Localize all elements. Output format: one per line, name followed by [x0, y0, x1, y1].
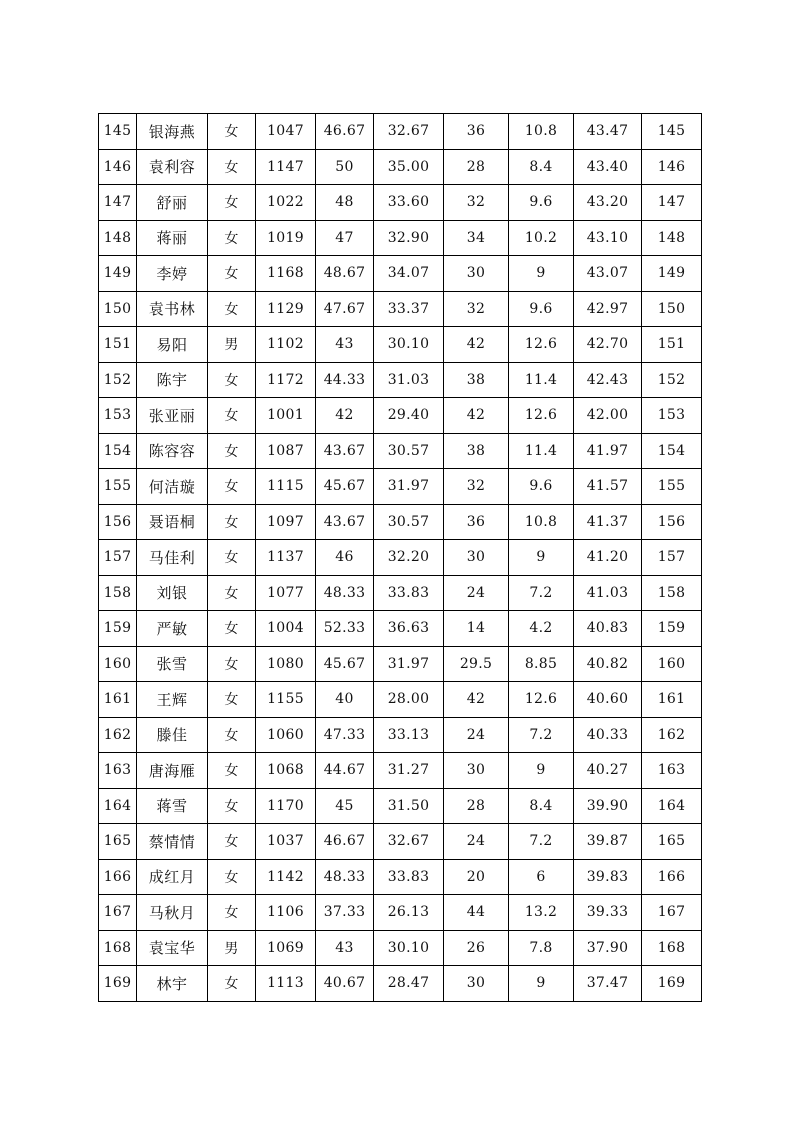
exam-id-cell: 1102 — [256, 327, 316, 363]
score-b-cell: 42 — [444, 398, 509, 434]
score-b-cell: 30 — [444, 256, 509, 292]
score-b-cell: 26 — [444, 930, 509, 966]
score-a-weighted-cell: 31.27 — [374, 753, 444, 789]
seq-cell: 165 — [99, 824, 137, 860]
table-row — [99, 824, 702, 860]
score-b-weighted-cell: 6 — [509, 859, 574, 895]
score-b-cell: 32 — [444, 291, 509, 327]
total-cell: 41.57 — [574, 469, 642, 505]
score-b-cell: 32 — [444, 185, 509, 221]
exam-id-cell: 1106 — [256, 895, 316, 931]
seq-cell: 153 — [99, 398, 137, 434]
score-a-cell: 43 — [316, 327, 374, 363]
exam-id-cell: 1172 — [256, 362, 316, 398]
score-a-weighted-cell: 33.37 — [374, 291, 444, 327]
table-row — [99, 291, 702, 327]
exam-id-cell: 1142 — [256, 859, 316, 895]
total-cell: 42.97 — [574, 291, 642, 327]
gender-cell: 女 — [208, 575, 256, 611]
seq-cell: 158 — [99, 575, 137, 611]
score-a-cell: 50 — [316, 149, 374, 185]
score-b-cell: 38 — [444, 433, 509, 469]
exam-id-cell: 1047 — [256, 114, 316, 150]
total-cell: 42.00 — [574, 398, 642, 434]
score-a-cell: 37.33 — [316, 895, 374, 931]
gender-cell: 女 — [208, 220, 256, 256]
name-cell: 蔡情情 — [137, 824, 208, 860]
seq-cell: 145 — [99, 114, 137, 150]
rank-cell: 153 — [642, 398, 702, 434]
score-a-weighted-cell: 32.90 — [374, 220, 444, 256]
score-b-weighted-cell: 12.6 — [509, 682, 574, 718]
total-cell: 43.40 — [574, 149, 642, 185]
table-row — [99, 717, 702, 753]
name-cell: 林宇 — [137, 966, 208, 1002]
rank-cell: 164 — [642, 788, 702, 824]
score-b-weighted-cell: 8.4 — [509, 149, 574, 185]
gender-cell: 女 — [208, 966, 256, 1002]
score-b-cell: 36 — [444, 504, 509, 540]
score-a-cell: 43.67 — [316, 433, 374, 469]
total-cell: 40.83 — [574, 611, 642, 647]
score-a-weighted-cell: 34.07 — [374, 256, 444, 292]
score-a-weighted-cell: 35.00 — [374, 149, 444, 185]
rank-cell: 156 — [642, 504, 702, 540]
name-cell: 滕佳 — [137, 717, 208, 753]
name-cell: 马佳利 — [137, 540, 208, 576]
table-row — [99, 859, 702, 895]
seq-cell: 149 — [99, 256, 137, 292]
score-b-weighted-cell: 10.8 — [509, 114, 574, 150]
score-a-cell: 52.33 — [316, 611, 374, 647]
table-row — [99, 788, 702, 824]
score-table — [98, 113, 702, 1002]
gender-cell: 女 — [208, 895, 256, 931]
exam-id-cell: 1037 — [256, 824, 316, 860]
score-a-cell: 43 — [316, 930, 374, 966]
total-cell: 40.27 — [574, 753, 642, 789]
score-a-cell: 45.67 — [316, 469, 374, 505]
exam-id-cell: 1069 — [256, 930, 316, 966]
seq-cell: 154 — [99, 433, 137, 469]
table-row — [99, 256, 702, 292]
table-row — [99, 327, 702, 363]
score-b-weighted-cell: 9.6 — [509, 291, 574, 327]
rank-cell: 152 — [642, 362, 702, 398]
gender-cell: 女 — [208, 753, 256, 789]
score-a-weighted-cell: 36.63 — [374, 611, 444, 647]
gender-cell: 女 — [208, 646, 256, 682]
score-b-weighted-cell: 11.4 — [509, 433, 574, 469]
score-b-weighted-cell: 13.2 — [509, 895, 574, 931]
gender-cell: 女 — [208, 717, 256, 753]
gender-cell: 女 — [208, 256, 256, 292]
exam-id-cell: 1060 — [256, 717, 316, 753]
score-b-weighted-cell: 12.6 — [509, 327, 574, 363]
score-b-weighted-cell: 12.6 — [509, 398, 574, 434]
score-b-weighted-cell: 7.2 — [509, 824, 574, 860]
score-a-weighted-cell: 29.40 — [374, 398, 444, 434]
table-row — [99, 114, 702, 150]
exam-id-cell: 1115 — [256, 469, 316, 505]
score-a-weighted-cell: 30.10 — [374, 930, 444, 966]
name-cell: 陈宇 — [137, 362, 208, 398]
gender-cell: 女 — [208, 398, 256, 434]
score-b-weighted-cell: 9.6 — [509, 469, 574, 505]
seq-cell: 164 — [99, 788, 137, 824]
seq-cell: 168 — [99, 930, 137, 966]
seq-cell: 151 — [99, 327, 137, 363]
rank-cell: 157 — [642, 540, 702, 576]
gender-cell: 女 — [208, 149, 256, 185]
name-cell: 严敏 — [137, 611, 208, 647]
name-cell: 袁书林 — [137, 291, 208, 327]
total-cell: 41.97 — [574, 433, 642, 469]
table-row — [99, 682, 702, 718]
seq-cell: 157 — [99, 540, 137, 576]
table-row — [99, 895, 702, 931]
name-cell: 成红月 — [137, 859, 208, 895]
exam-id-cell: 1168 — [256, 256, 316, 292]
score-b-weighted-cell: 8.4 — [509, 788, 574, 824]
name-cell: 唐海雁 — [137, 753, 208, 789]
exam-id-cell: 1147 — [256, 149, 316, 185]
total-cell: 39.87 — [574, 824, 642, 860]
exam-id-cell: 1004 — [256, 611, 316, 647]
score-a-weighted-cell: 33.83 — [374, 575, 444, 611]
table-body — [99, 114, 702, 1002]
score-b-cell: 30 — [444, 540, 509, 576]
score-a-weighted-cell: 31.03 — [374, 362, 444, 398]
score-a-weighted-cell: 31.97 — [374, 646, 444, 682]
score-b-weighted-cell: 4.2 — [509, 611, 574, 647]
rank-cell: 168 — [642, 930, 702, 966]
score-a-weighted-cell: 30.10 — [374, 327, 444, 363]
name-cell: 舒丽 — [137, 185, 208, 221]
score-a-cell: 48 — [316, 185, 374, 221]
seq-cell: 148 — [99, 220, 137, 256]
exam-id-cell: 1129 — [256, 291, 316, 327]
name-cell: 刘银 — [137, 575, 208, 611]
score-a-cell: 46.67 — [316, 114, 374, 150]
name-cell: 李婷 — [137, 256, 208, 292]
score-a-cell: 48.33 — [316, 575, 374, 611]
table-row — [99, 185, 702, 221]
rank-cell: 154 — [642, 433, 702, 469]
score-b-cell: 24 — [444, 575, 509, 611]
score-b-cell: 38 — [444, 362, 509, 398]
exam-id-cell: 1113 — [256, 966, 316, 1002]
total-cell: 40.33 — [574, 717, 642, 753]
score-b-weighted-cell: 7.8 — [509, 930, 574, 966]
score-a-weighted-cell: 30.57 — [374, 504, 444, 540]
score-a-cell: 48.67 — [316, 256, 374, 292]
score-b-weighted-cell: 11.4 — [509, 362, 574, 398]
score-a-cell: 46.67 — [316, 824, 374, 860]
score-a-cell: 43.67 — [316, 504, 374, 540]
score-b-cell: 32 — [444, 469, 509, 505]
total-cell: 41.20 — [574, 540, 642, 576]
score-a-weighted-cell: 30.57 — [374, 433, 444, 469]
score-b-cell: 20 — [444, 859, 509, 895]
table-row — [99, 646, 702, 682]
total-cell: 40.60 — [574, 682, 642, 718]
score-a-weighted-cell: 33.60 — [374, 185, 444, 221]
name-cell: 王辉 — [137, 682, 208, 718]
score-b-cell: 30 — [444, 753, 509, 789]
score-a-cell: 48.33 — [316, 859, 374, 895]
gender-cell: 女 — [208, 185, 256, 221]
gender-cell: 女 — [208, 433, 256, 469]
seq-cell: 155 — [99, 469, 137, 505]
name-cell: 陈容容 — [137, 433, 208, 469]
score-a-cell: 47.33 — [316, 717, 374, 753]
table-row — [99, 149, 702, 185]
total-cell: 41.37 — [574, 504, 642, 540]
table-row — [99, 469, 702, 505]
total-cell: 43.10 — [574, 220, 642, 256]
total-cell: 43.47 — [574, 114, 642, 150]
total-cell: 43.20 — [574, 185, 642, 221]
name-cell: 张雪 — [137, 646, 208, 682]
total-cell: 41.03 — [574, 575, 642, 611]
exam-id-cell: 1001 — [256, 398, 316, 434]
gender-cell: 女 — [208, 469, 256, 505]
total-cell: 37.47 — [574, 966, 642, 1002]
score-a-cell: 44.33 — [316, 362, 374, 398]
seq-cell: 167 — [99, 895, 137, 931]
gender-cell: 女 — [208, 504, 256, 540]
seq-cell: 162 — [99, 717, 137, 753]
name-cell: 马秋月 — [137, 895, 208, 931]
score-b-weighted-cell: 9 — [509, 256, 574, 292]
seq-cell: 161 — [99, 682, 137, 718]
score-b-weighted-cell: 9 — [509, 753, 574, 789]
score-b-weighted-cell: 10.2 — [509, 220, 574, 256]
rank-cell: 160 — [642, 646, 702, 682]
rank-cell: 147 — [642, 185, 702, 221]
score-b-cell: 36 — [444, 114, 509, 150]
seq-cell: 150 — [99, 291, 137, 327]
exam-id-cell: 1077 — [256, 575, 316, 611]
rank-cell: 151 — [642, 327, 702, 363]
exam-id-cell: 1137 — [256, 540, 316, 576]
exam-id-cell: 1155 — [256, 682, 316, 718]
seq-cell: 147 — [99, 185, 137, 221]
exam-id-cell: 1097 — [256, 504, 316, 540]
gender-cell: 女 — [208, 291, 256, 327]
name-cell: 蒋雪 — [137, 788, 208, 824]
rank-cell: 150 — [642, 291, 702, 327]
table-row — [99, 575, 702, 611]
score-a-cell: 45 — [316, 788, 374, 824]
score-b-cell: 42 — [444, 327, 509, 363]
total-cell: 39.33 — [574, 895, 642, 931]
name-cell: 袁宝华 — [137, 930, 208, 966]
gender-cell: 男 — [208, 327, 256, 363]
exam-id-cell: 1068 — [256, 753, 316, 789]
gender-cell: 男 — [208, 930, 256, 966]
gender-cell: 女 — [208, 682, 256, 718]
score-a-cell: 46 — [316, 540, 374, 576]
rank-cell: 149 — [642, 256, 702, 292]
seq-cell: 166 — [99, 859, 137, 895]
gender-cell: 女 — [208, 824, 256, 860]
name-cell: 蒋丽 — [137, 220, 208, 256]
table-row — [99, 540, 702, 576]
rank-cell: 167 — [642, 895, 702, 931]
rank-cell: 169 — [642, 966, 702, 1002]
rank-cell: 145 — [642, 114, 702, 150]
seq-cell: 163 — [99, 753, 137, 789]
seq-cell: 159 — [99, 611, 137, 647]
exam-id-cell: 1080 — [256, 646, 316, 682]
table-row — [99, 930, 702, 966]
rank-cell: 159 — [642, 611, 702, 647]
score-b-weighted-cell: 10.8 — [509, 504, 574, 540]
total-cell: 43.07 — [574, 256, 642, 292]
score-b-weighted-cell: 9 — [509, 966, 574, 1002]
rank-cell: 155 — [642, 469, 702, 505]
score-a-cell: 42 — [316, 398, 374, 434]
score-b-cell: 42 — [444, 682, 509, 718]
score-a-cell: 40.67 — [316, 966, 374, 1002]
score-b-weighted-cell: 7.2 — [509, 717, 574, 753]
score-b-cell: 30 — [444, 966, 509, 1002]
score-b-cell: 24 — [444, 717, 509, 753]
name-cell: 袁利容 — [137, 149, 208, 185]
rank-cell: 162 — [642, 717, 702, 753]
rank-cell: 158 — [642, 575, 702, 611]
score-a-cell: 45.67 — [316, 646, 374, 682]
score-a-weighted-cell: 28.47 — [374, 966, 444, 1002]
total-cell: 39.90 — [574, 788, 642, 824]
exam-id-cell: 1170 — [256, 788, 316, 824]
score-b-weighted-cell: 8.85 — [509, 646, 574, 682]
gender-cell: 女 — [208, 859, 256, 895]
total-cell: 37.90 — [574, 930, 642, 966]
gender-cell: 女 — [208, 788, 256, 824]
gender-cell: 女 — [208, 114, 256, 150]
score-a-cell: 40 — [316, 682, 374, 718]
gender-cell: 女 — [208, 362, 256, 398]
rank-cell: 163 — [642, 753, 702, 789]
exam-id-cell: 1022 — [256, 185, 316, 221]
score-b-cell: 44 — [444, 895, 509, 931]
score-b-cell: 24 — [444, 824, 509, 860]
rank-cell: 165 — [642, 824, 702, 860]
table-row — [99, 362, 702, 398]
score-a-weighted-cell: 33.83 — [374, 859, 444, 895]
total-cell: 42.70 — [574, 327, 642, 363]
score-b-weighted-cell: 9 — [509, 540, 574, 576]
table-row — [99, 966, 702, 1002]
score-a-weighted-cell: 32.20 — [374, 540, 444, 576]
score-a-cell: 47.67 — [316, 291, 374, 327]
table-row — [99, 753, 702, 789]
name-cell: 易阳 — [137, 327, 208, 363]
score-a-weighted-cell: 31.50 — [374, 788, 444, 824]
score-a-cell: 44.67 — [316, 753, 374, 789]
score-b-cell: 28 — [444, 149, 509, 185]
rank-cell: 166 — [642, 859, 702, 895]
total-cell: 39.83 — [574, 859, 642, 895]
seq-cell: 146 — [99, 149, 137, 185]
score-b-cell: 29.5 — [444, 646, 509, 682]
score-b-weighted-cell: 9.6 — [509, 185, 574, 221]
exam-id-cell: 1019 — [256, 220, 316, 256]
score-a-weighted-cell: 31.97 — [374, 469, 444, 505]
table-row — [99, 611, 702, 647]
total-cell: 42.43 — [574, 362, 642, 398]
name-cell: 何洁璇 — [137, 469, 208, 505]
name-cell: 银海燕 — [137, 114, 208, 150]
score-a-weighted-cell: 28.00 — [374, 682, 444, 718]
gender-cell: 女 — [208, 611, 256, 647]
score-a-weighted-cell: 26.13 — [374, 895, 444, 931]
total-cell: 40.82 — [574, 646, 642, 682]
seq-cell: 160 — [99, 646, 137, 682]
rank-cell: 146 — [642, 149, 702, 185]
score-a-weighted-cell: 32.67 — [374, 114, 444, 150]
seq-cell: 152 — [99, 362, 137, 398]
rank-cell: 148 — [642, 220, 702, 256]
exam-id-cell: 1087 — [256, 433, 316, 469]
score-a-cell: 47 — [316, 220, 374, 256]
score-b-cell: 34 — [444, 220, 509, 256]
score-b-cell: 28 — [444, 788, 509, 824]
table-row — [99, 433, 702, 469]
name-cell: 聂语桐 — [137, 504, 208, 540]
table-row — [99, 398, 702, 434]
score-a-weighted-cell: 32.67 — [374, 824, 444, 860]
table-row — [99, 220, 702, 256]
gender-cell: 女 — [208, 540, 256, 576]
score-b-weighted-cell: 7.2 — [509, 575, 574, 611]
score-a-weighted-cell: 33.13 — [374, 717, 444, 753]
rank-cell: 161 — [642, 682, 702, 718]
score-b-cell: 14 — [444, 611, 509, 647]
table-row — [99, 504, 702, 540]
name-cell: 张亚丽 — [137, 398, 208, 434]
seq-cell: 156 — [99, 504, 137, 540]
seq-cell: 169 — [99, 966, 137, 1002]
